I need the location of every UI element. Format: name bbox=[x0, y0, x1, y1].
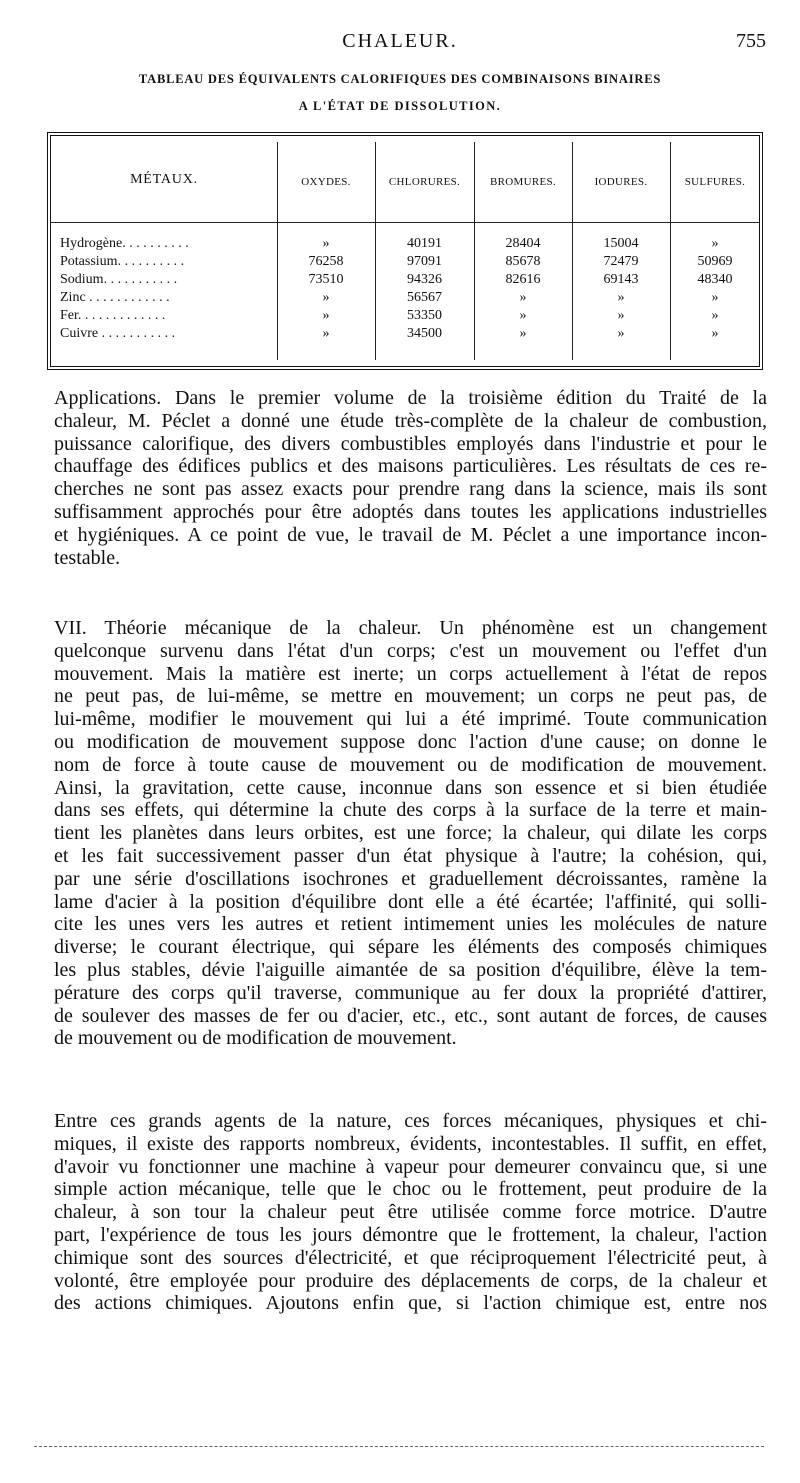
bromure-value: 28404 bbox=[505, 236, 541, 251]
text-line: et hygiéniques. A ce point de vue, le travail de M. Péclet a une importance incon- bbox=[54, 523, 767, 546]
table-row bbox=[51, 326, 767, 344]
text-line: cite les unes vers les autres et retient intimement unies les molécules de nature bbox=[54, 913, 767, 936]
oxyde-value: » bbox=[322, 290, 330, 305]
column-header-chlorures: CHLORURES. bbox=[388, 176, 461, 188]
metal-name: Cuivre . . . . . . . . . . . bbox=[60, 326, 176, 341]
chlorure-value: 40191 bbox=[407, 236, 442, 251]
text-line: lame d'acier à la position d'équilibre dont elle a été écartée; l'affinité, qui solli- bbox=[54, 890, 767, 913]
table-row bbox=[51, 290, 767, 308]
footer-rule bbox=[34, 1446, 764, 1447]
chlorure-value: 97091 bbox=[407, 254, 442, 269]
chlorure-value: 56567 bbox=[407, 290, 442, 305]
text-line: lui-même, modifier le mouvement qui lui a été imprimé. Toute communication bbox=[54, 708, 767, 731]
sulfure-value: » bbox=[711, 326, 719, 341]
text-line: quelconque survenu dans l'état d'un corps; c'est un mouvement ou l'effet d'un bbox=[54, 639, 767, 662]
table-title-line-2: A L'ÉTAT DE DISSOLUTION. bbox=[298, 99, 502, 113]
text-line: part, l'expérience de tous les jours démontre que le frottement, la chaleur, l'action bbox=[54, 1223, 767, 1246]
column-header-bromures: BROMURES. bbox=[490, 176, 556, 188]
oxyde-value: 76258 bbox=[308, 254, 344, 269]
text-line: Ainsi, la gravitation, cette cause, inconnue dans son essence et si bien étudiée bbox=[54, 776, 767, 799]
text-line: chaleur, M. Péclet a donné une étude très-complète de la chaleur de combustion, bbox=[54, 409, 767, 432]
column-header-sulfures: SULFURES. bbox=[684, 176, 746, 188]
metal-name: Potassium. . . . . . . . . . bbox=[60, 254, 185, 269]
text-line: chauffage des édifices publics et des maisons particulières. Les résultats de ces re- bbox=[54, 455, 767, 478]
chlorure-value: 34500 bbox=[407, 326, 442, 341]
bromure-value: 85678 bbox=[505, 254, 541, 269]
text-line: chaleur, à son tour la chaleur peut être utilisée comme force motrice. D'autre bbox=[54, 1201, 767, 1224]
text-line: ou modification de mouvement suppose donc l'action d'une cause; on donne le bbox=[54, 730, 767, 753]
table-title-line-1: TABLEAU DES ÉQUIVALENTS CALORIFIQUES DES COMBINAISONS BINAIRES bbox=[138, 72, 662, 86]
chlorure-value: 53350 bbox=[407, 308, 442, 323]
oxyde-value: » bbox=[322, 308, 330, 323]
sulfure-value: 50969 bbox=[697, 254, 733, 269]
paragraph-agents-nature bbox=[54, 1110, 767, 1315]
text-line: et les fait successivement passer d'un état physique à l'autre; la cohésion, qui, bbox=[54, 844, 767, 867]
metal-name: Fer. . . . . . . . . . . . . bbox=[60, 308, 166, 323]
text-line: dans ses effets, qui détermine la chute des corps à la surface de la terre et main- bbox=[54, 799, 767, 822]
iodure-value: 72479 bbox=[603, 254, 639, 269]
text-line: par une série d'oscillations isochrones et graduellement décroissantes, ramène la bbox=[54, 867, 767, 890]
text-line: suffisamment approchés pour être adoptés dans toutes les applications industrielles bbox=[54, 500, 767, 523]
text-line: nom de force à toute cause de mouvement ou de modification de mouvement. bbox=[54, 753, 767, 776]
text-line: d'avoir vu fonctionner une machine à vapeur pour demeurer convaincu que, si une bbox=[54, 1155, 767, 1178]
chlorure-value: 94326 bbox=[407, 272, 442, 287]
column-header-iodures: IODURES. bbox=[594, 176, 648, 188]
bromure-value: 82616 bbox=[505, 272, 541, 287]
text-line: miques, il existe des rapports nombreux, évidents, incontestables. Il suffit, en effet, bbox=[54, 1132, 767, 1155]
metal-name: Sodium. . . . . . . . . . . bbox=[60, 272, 178, 287]
oxyde-value: » bbox=[322, 326, 330, 341]
oxyde-value: 73510 bbox=[308, 272, 344, 287]
text-line: testable. bbox=[54, 546, 121, 569]
text-line: les plus stables, dévie l'aiguille aimantée de sa position d'équilibre, élève la tem- bbox=[54, 958, 767, 981]
sulfure-value: 48340 bbox=[697, 272, 733, 287]
text-line: chimique sont des sources d'électricité, et que réciproquement l'électricité peut, à bbox=[54, 1246, 767, 1269]
iodure-value: » bbox=[617, 326, 625, 341]
sulfure-value: » bbox=[711, 290, 719, 305]
text-line: cherches ne sont pas assez exacts pour prendre rang dans la science, mais ils sont bbox=[54, 478, 767, 501]
iodure-value: 69143 bbox=[603, 272, 639, 287]
text-line: de soulever des masses de fer ou d'acier, etc., etc., sont autant de forces, de causes bbox=[54, 1004, 767, 1027]
text-line: Applications. Dans le premier volume de la troisième édition du Traité de la bbox=[54, 387, 767, 409]
table-row bbox=[51, 308, 767, 326]
text-line: volonté, être employée pour produire des déplacements de corps, de la chaleur et bbox=[54, 1269, 767, 1292]
metal-name: Hydrogène. . . . . . . . . . bbox=[60, 236, 189, 251]
text-line: pérature des corps qu'il traverse, communique au fer doux la propriété d'attirer, bbox=[54, 981, 767, 1004]
text-line: VII. Théorie mécanique de la chaleur. Un phénomène est un changement bbox=[54, 617, 767, 639]
text-line: ne peut pas, de lui-même, se mettre en mouvement; un corps ne peut pas, de bbox=[54, 685, 767, 708]
bromure-value: » bbox=[519, 308, 527, 323]
text-line: mouvement. Mais la matière est inerte; un corps actuellement à l'état de repos bbox=[54, 662, 767, 685]
table-row bbox=[51, 272, 767, 290]
running-title: CHALEUR. bbox=[342, 30, 458, 52]
text-line: simple action mécanique, telle que le choc ou le frottement, peut produire de la bbox=[54, 1178, 767, 1201]
sulfure-value: » bbox=[711, 308, 719, 323]
table-row bbox=[51, 236, 767, 254]
text-line: Entre ces grands agents de la nature, ces forces mécaniques, physiques et chi- bbox=[54, 1110, 767, 1132]
equivalents-table bbox=[47, 132, 763, 370]
metal-name: Zinc . . . . . . . . . . . . bbox=[60, 290, 170, 305]
bromure-value: » bbox=[519, 290, 527, 305]
paragraph-applications bbox=[54, 387, 767, 569]
bromure-value: » bbox=[519, 326, 527, 341]
running-head bbox=[0, 30, 800, 56]
text-line: de mouvement ou de modification de mouvement. bbox=[54, 1027, 457, 1050]
column-header-oxydes: OXYDES. bbox=[301, 176, 351, 188]
oxyde-value: » bbox=[322, 236, 330, 251]
page-number: 755 bbox=[736, 30, 766, 52]
text-line: tient les planètes dans leurs orbites, est une force; la chaleur, qui dilate les corps bbox=[54, 822, 767, 845]
paragraph-theorie-mecanique bbox=[54, 617, 767, 1050]
iodure-value: » bbox=[617, 308, 625, 323]
iodure-value: » bbox=[617, 290, 625, 305]
text-line: puissance calorifique, des divers combustibles employés dans l'industrie et pour le bbox=[54, 432, 767, 455]
header-divider bbox=[51, 222, 759, 223]
column-header-metaux: MÉTAUX. bbox=[130, 172, 198, 187]
iodure-value: 15004 bbox=[603, 236, 639, 251]
text-line: des actions chimiques. Ajoutons enfin que, si l'action chimique est, entre nos bbox=[54, 1292, 767, 1315]
text-line: diverse; le courant électrique, qui sépare les éléments des composés chimiques bbox=[54, 936, 767, 959]
table-row bbox=[51, 254, 767, 272]
sulfure-value: » bbox=[711, 236, 719, 251]
